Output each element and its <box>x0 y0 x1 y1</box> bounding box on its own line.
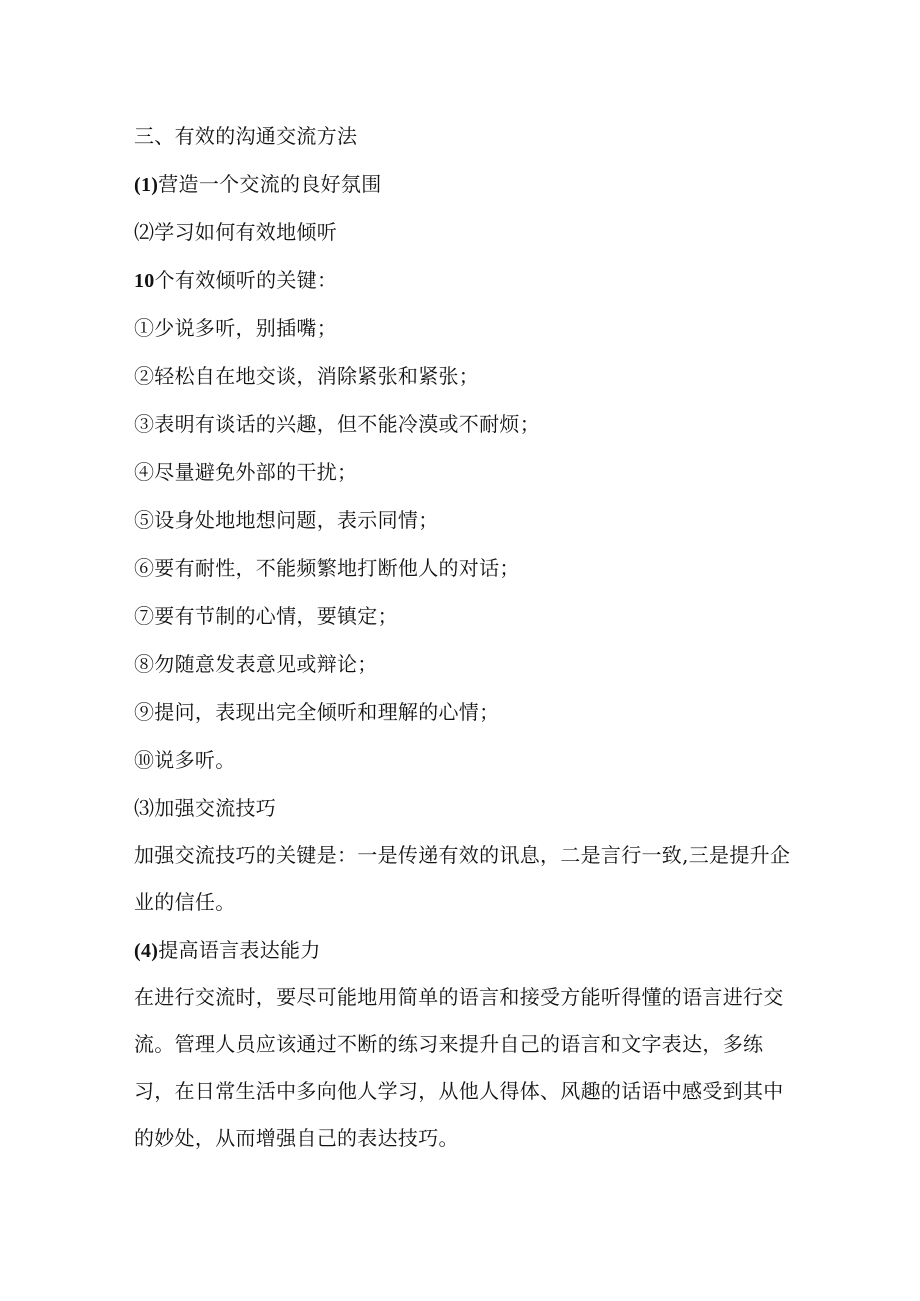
item-1-text: 营造一个交流的良好氛围 <box>158 172 382 196</box>
item-2-heading: ⑵学习如何有效地倾听 <box>134 220 337 244</box>
item-4-number: (4) <box>134 940 159 962</box>
key-item: ②轻松自在地交谈，消除紧张和紧张； <box>134 364 480 388</box>
item-3-paragraph: 加强交流技巧的关键是：一是传递有效的讯息，二是言行一致,三是提升企业的信任。 <box>134 843 791 914</box>
key-item: ①少说多听，别插嘴； <box>134 316 337 340</box>
document-body <box>134 112 794 1162</box>
key-item: ⑨提问，表现出完全倾听和理解的心情； <box>134 700 500 724</box>
item-1-number: (1) <box>134 174 159 196</box>
key-item: ⑤设身处地地想问题，表示同情； <box>134 508 439 532</box>
key-item: ⑧勿随意发表意见或辩论； <box>134 652 378 676</box>
item-1-heading <box>134 160 794 208</box>
key-item: ④尽量避免外部的干扰； <box>134 460 358 484</box>
key-item: ⑩说多听。 <box>134 748 236 772</box>
key-item: ⑦要有节制的心情，要镇定； <box>134 604 398 628</box>
keys-intro <box>134 256 794 304</box>
item-4-heading <box>134 926 794 974</box>
section-heading: 三、有效的沟通交流方法 <box>134 124 358 148</box>
key-item: ③表明有谈话的兴趣，但不能冷漠或不耐烦； <box>134 412 540 436</box>
item-3-heading: ⑶加强交流技巧 <box>134 796 277 820</box>
item-4-text: 提高语言表达能力 <box>158 938 321 962</box>
key-item: ⑥要有耐性，不能频繁地打断他人的对话； <box>134 556 520 580</box>
keys-intro-number: 10 <box>134 270 155 292</box>
keys-intro-text: 个有效倾听的关键： <box>154 268 338 292</box>
item-4-paragraph: 在进行交流时，要尽可能地用简单的语言和接受方能听得懂的语言进行交流。管理人员应该通过不断的练习来提升自己的语言和文字表达，多练习，在日常生活中多向他人学习，从他人得体、风趣的话语中感受到其中的妙处，从而增强自己的表达技巧。 <box>134 985 784 1150</box>
